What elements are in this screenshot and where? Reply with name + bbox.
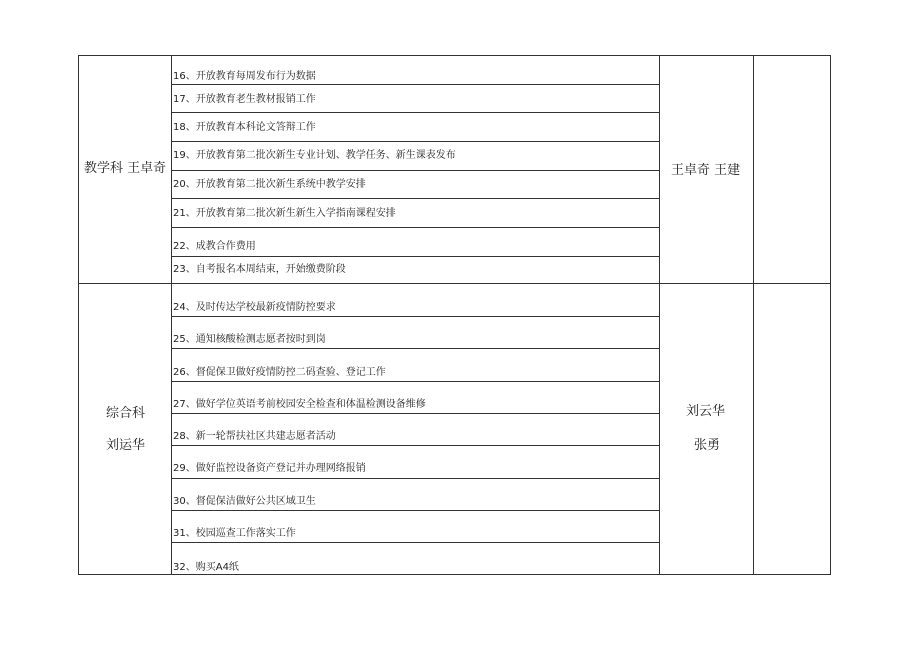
column-divider [171,55,172,575]
row-divider [171,198,660,199]
task-item: 17、开放教育老生教材报销工作 [173,94,316,105]
row-divider [171,256,660,257]
task-item: 30、督促保洁做好公共区域卫生 [173,496,316,507]
task-item: 18、开放教育本科论文答辩工作 [173,122,316,133]
department-cell: 教学科 王卓奇 [84,161,167,176]
task-item: 26、督促保卫做好疫情防控二码查验、登记工作 [173,367,386,378]
department-person: 刘运华 [106,438,146,453]
column-divider [753,55,754,575]
row-divider [171,348,660,349]
task-item: 29、做好监控设备资产登记并办理网络报销 [173,463,366,474]
row-divider [171,141,660,142]
row-divider [171,381,660,382]
task-item: 16、开放教育每周发布行为数据 [173,71,316,82]
row-divider [171,413,660,414]
table-bottom-border [78,574,831,575]
task-item: 20、开放教育第二批次新生系统中教学安排 [173,179,366,190]
row-divider [171,316,660,317]
table-top-border [78,55,831,56]
table-left-border [78,55,79,575]
responsible-person-cell: 王卓奇 王建 [671,163,741,178]
table-right-border [830,55,831,575]
task-item: 25、通知核酸检测志愿者按时到岗 [173,334,326,345]
task-item: 22、成教合作费用 [173,241,256,252]
responsible-person-cell: 张勇 [694,438,721,453]
task-item: 32、购买A4纸 [173,562,239,573]
row-divider [171,84,660,85]
task-item: 21、开放教育第二批次新生新生入学指南课程安排 [173,208,396,219]
group-divider [78,283,831,284]
task-item: 27、做好学位英语考前校园安全检查和体温检测设备维修 [173,399,426,410]
row-divider [171,445,660,446]
row-divider [171,170,660,171]
row-divider [171,510,660,511]
row-divider [171,478,660,479]
row-divider [171,112,660,113]
task-item: 24、及时传达学校最新疫情防控要求 [173,302,336,313]
task-item: 19、开放教育第二批次新生专业计划、教学任务、新生课表发布 [173,150,456,161]
task-item: 23、自考报名本周结束，开始缴费阶段 [173,264,346,275]
task-item: 28、新一轮帮扶社区共建志愿者活动 [173,431,336,442]
row-divider [171,542,660,543]
task-item: 31、校园巡查工作落实工作 [173,528,296,539]
department-cell: 综合科 [106,406,146,421]
column-divider [659,55,660,575]
row-divider [171,227,660,228]
responsible-person-cell: 刘云华 [686,404,726,419]
